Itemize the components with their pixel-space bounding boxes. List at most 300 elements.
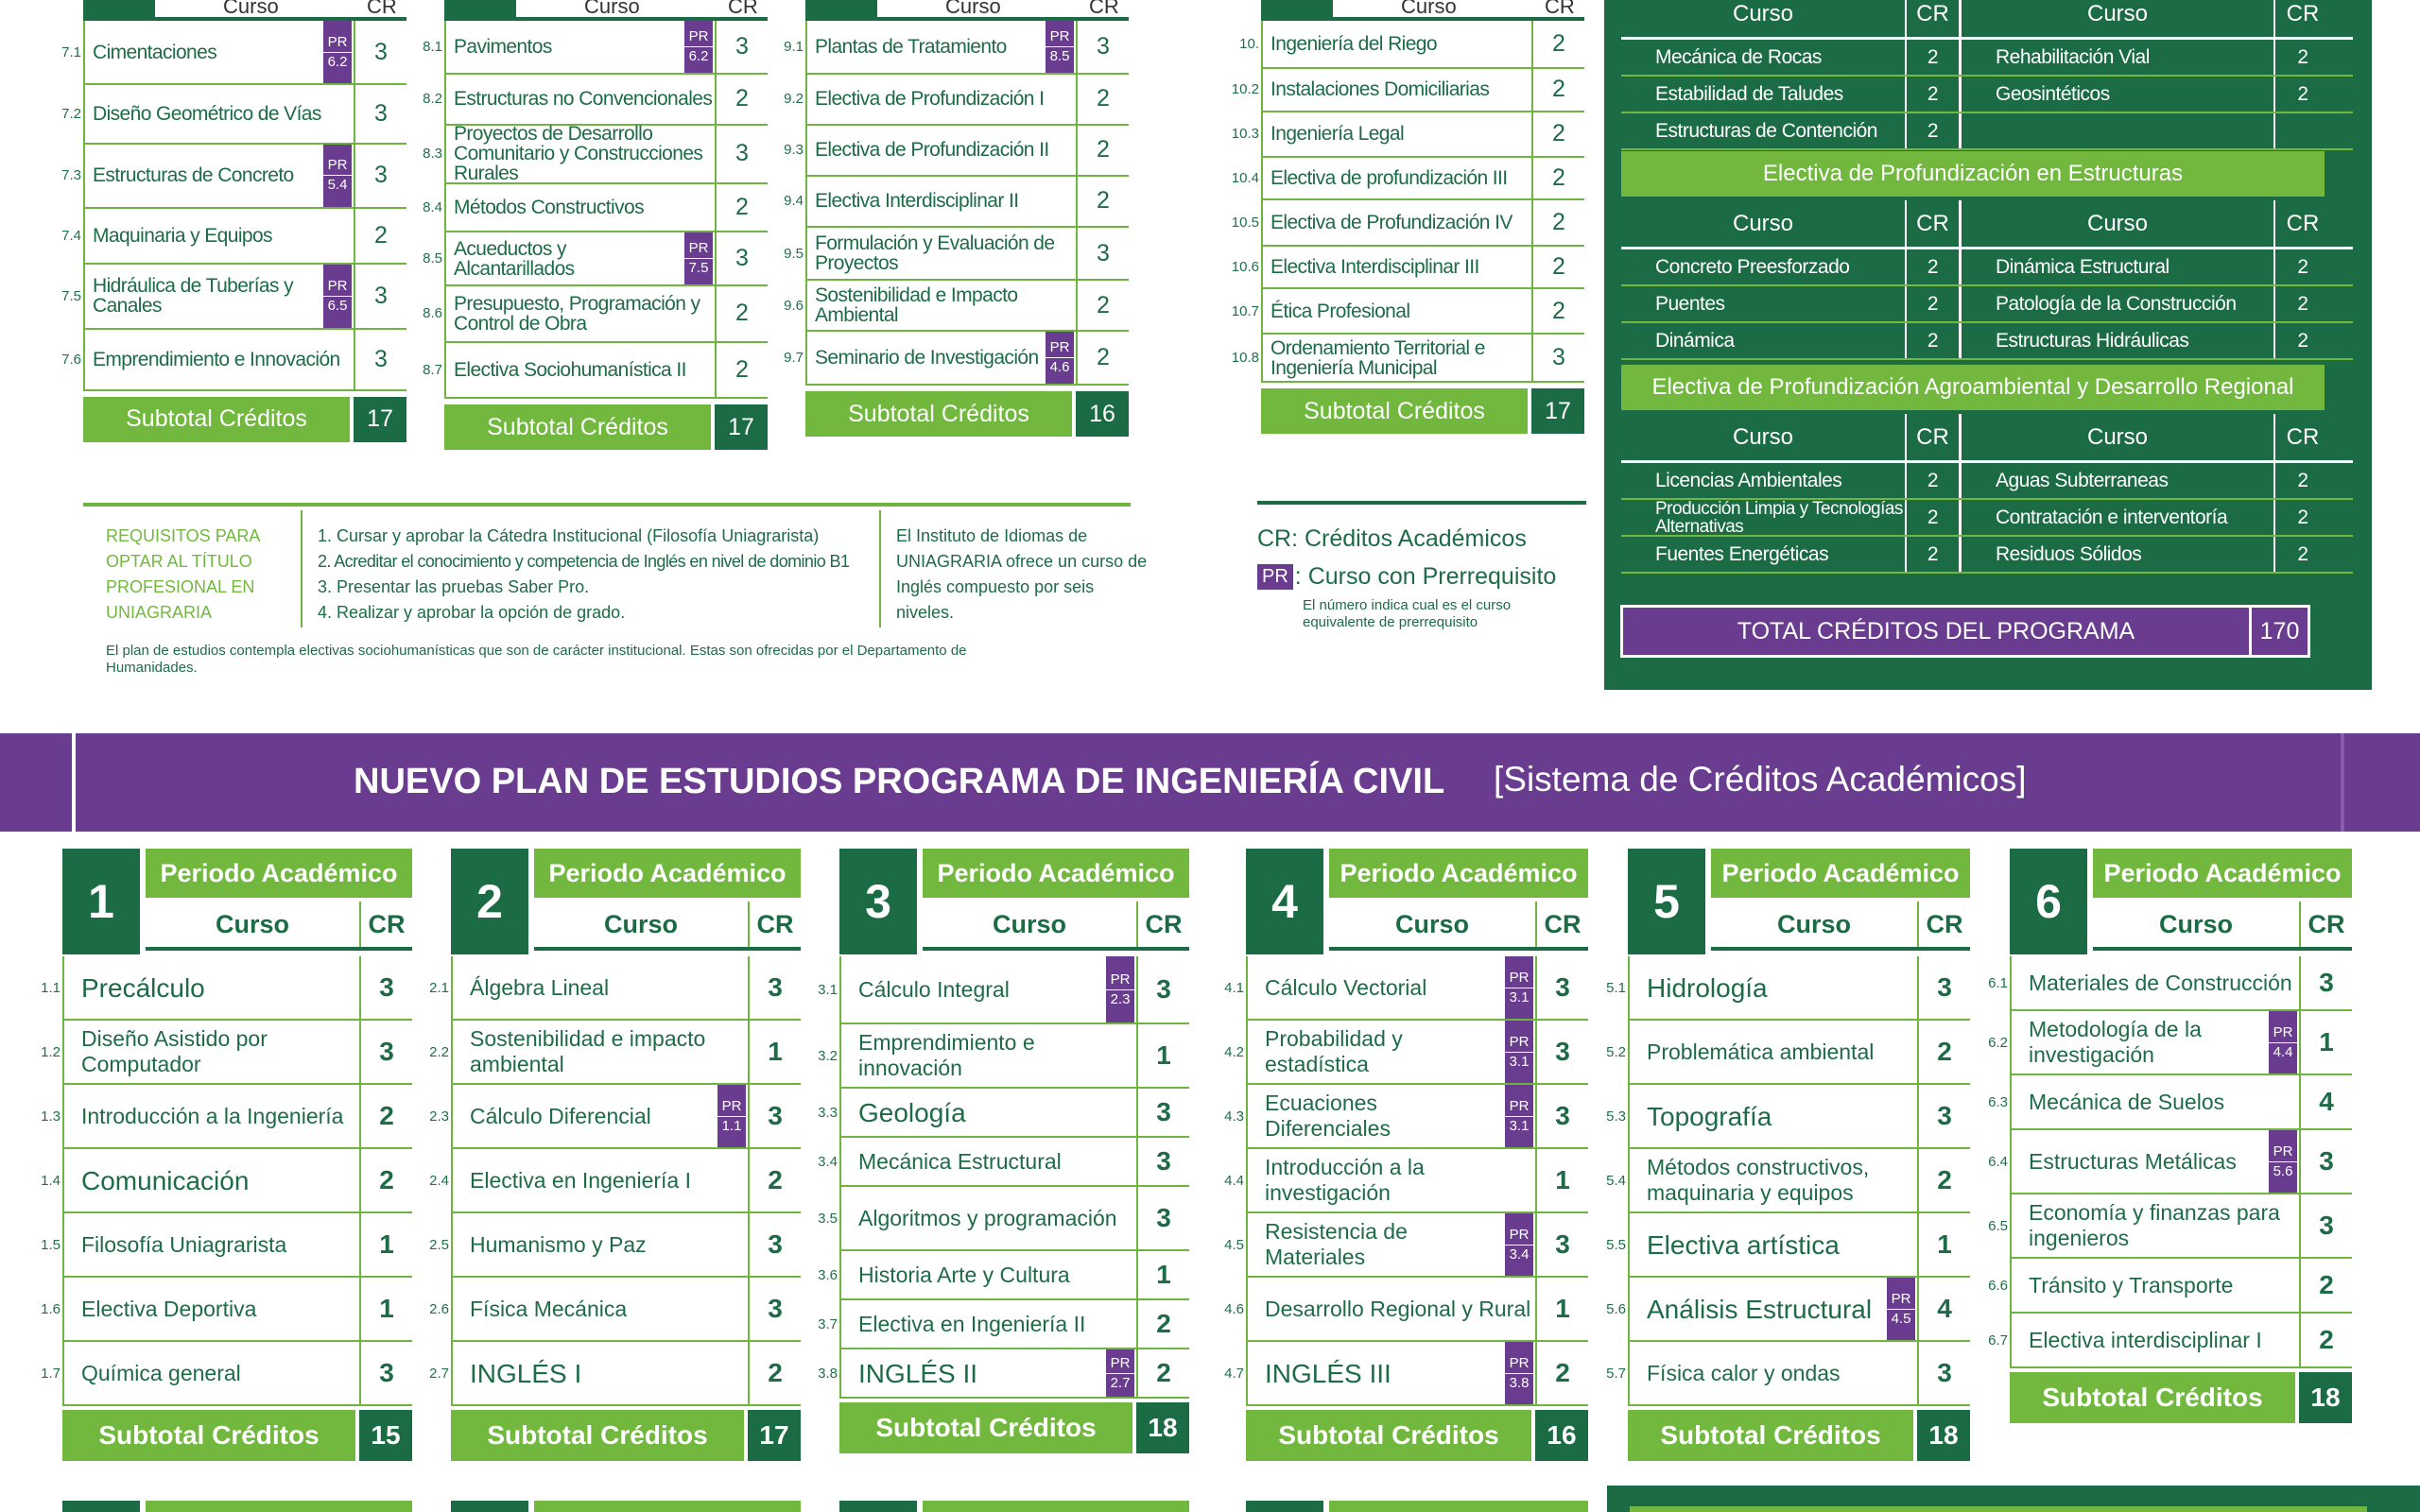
course-number: 10.5 bbox=[1231, 214, 1259, 231]
electiva-name: Contratación e interventoría bbox=[1996, 506, 2228, 528]
pr-label: PR bbox=[2269, 1023, 2297, 1043]
course-credits: 3 bbox=[2299, 1194, 2352, 1257]
course-name: Electiva artística bbox=[1647, 1229, 1840, 1260]
period-number: 4 bbox=[1246, 849, 1323, 954]
course-number: 9.5 bbox=[784, 245, 804, 262]
course-credits: 1 bbox=[1917, 1213, 1970, 1276]
header-curso: Curso bbox=[2086, 0, 2149, 26]
subtotal-value: 16 bbox=[1535, 1410, 1588, 1461]
electivas-header bbox=[1621, 414, 2353, 463]
course-name: Proyectos de Desarrollo Comunitario y Construcciones Rurales bbox=[454, 123, 703, 185]
course-name: Electiva de Profundización II bbox=[815, 139, 1049, 162]
electiva-row bbox=[1621, 286, 2353, 323]
pr-label: PR bbox=[1505, 1226, 1533, 1246]
course-credits: 2 bbox=[1531, 289, 1584, 333]
pr-course: 4.5 bbox=[1891, 1310, 1911, 1327]
table-header bbox=[444, 0, 768, 21]
electiva-credits: 2 bbox=[1905, 463, 1962, 498]
electiva-row bbox=[1621, 113, 2353, 150]
course-row bbox=[1224, 1021, 1588, 1085]
course-row bbox=[41, 956, 412, 1021]
header-cr: CR bbox=[1905, 0, 1962, 37]
course-row bbox=[818, 1138, 1189, 1187]
table-header bbox=[83, 0, 406, 21]
subtotal-label: Subtotal Créditos bbox=[805, 391, 1072, 437]
pr-label: PR bbox=[1046, 27, 1074, 47]
course-number: 4.4 bbox=[1224, 1172, 1244, 1189]
course-number: 9.6 bbox=[784, 297, 804, 314]
banner-subtitle: [Sistema de Créditos Académicos] bbox=[1494, 760, 2027, 799]
note-line: El plan de estudios contempla electivas sociohumanísticas que son de carácter institucional. Estas son ofrecidas por el Departamento de bbox=[106, 643, 967, 659]
course-number: 10. bbox=[1239, 36, 1259, 53]
course-name: Probabilidad y estadística bbox=[1265, 1026, 1403, 1076]
course-row bbox=[429, 1278, 801, 1342]
req-title-line: PROFESIONAL EN bbox=[106, 577, 255, 596]
course-credits: 2 bbox=[715, 343, 768, 398]
pr-label: PR bbox=[1505, 1354, 1533, 1374]
course-name: Cálculo Integral bbox=[858, 976, 1010, 1002]
prerequisite-badge bbox=[2269, 1011, 2297, 1074]
course-number: 3.4 bbox=[818, 1153, 838, 1170]
course-credits: 3 bbox=[1535, 1085, 1588, 1147]
course-name: Electiva de profundización III bbox=[1270, 167, 1508, 190]
course-row bbox=[61, 21, 406, 85]
period-rows bbox=[818, 956, 1189, 1399]
course-credits: 3 bbox=[715, 232, 768, 284]
course-row bbox=[784, 21, 1129, 75]
course-name: Electiva Sociohumanística II bbox=[454, 359, 686, 382]
req-separator bbox=[301, 510, 302, 627]
req-item: 4. Realizar y aprobar la opción de grado. bbox=[318, 603, 626, 622]
subtotal-label: Subtotal Créditos bbox=[62, 1410, 355, 1461]
course-credits: 2 bbox=[1136, 1300, 1189, 1348]
header-cr: CR bbox=[2273, 414, 2330, 460]
prerequisite-badge bbox=[1505, 1213, 1533, 1276]
legend-note-line: El número indica cual es el curso bbox=[1303, 597, 1512, 613]
course-credits: 3 bbox=[2299, 956, 2352, 1009]
course-name: Ordenamiento Territorial e Ingeniería Municipal bbox=[1270, 336, 1485, 379]
course-credits: 2 bbox=[1531, 200, 1584, 244]
electivas-group-2 bbox=[1621, 200, 2353, 360]
course-number: 2.3 bbox=[429, 1108, 449, 1125]
header-curso: Curso bbox=[945, 0, 1001, 18]
header-tab bbox=[805, 0, 877, 21]
header-curso: Curso bbox=[1394, 909, 1469, 938]
course-credits: 1 bbox=[1136, 1024, 1189, 1087]
electivas-group-1 bbox=[1621, 0, 2353, 150]
pr-course: 3.1 bbox=[1509, 1117, 1530, 1134]
course-number: 5.5 bbox=[1606, 1236, 1626, 1253]
electiva-name: Licencias Ambientales bbox=[1655, 469, 1842, 491]
req-item: 2. Acreditar el conocimiento y competencia de Inglés en nivel de dominio B1 bbox=[318, 552, 850, 571]
course-row bbox=[429, 1213, 801, 1278]
course-number: 1.3 bbox=[41, 1108, 60, 1125]
semester-7-table bbox=[61, 0, 406, 442]
course-number: 7.5 bbox=[61, 287, 81, 304]
idiomas-line: Inglés compuesto por seis bbox=[896, 577, 1095, 596]
period-rows bbox=[1224, 956, 1588, 1406]
course-name: Física Mecánica bbox=[470, 1296, 628, 1321]
header-cr: CR bbox=[1905, 414, 1962, 460]
pr-course: 6.2 bbox=[327, 53, 348, 70]
electiva-credits: 2 bbox=[1905, 40, 1962, 75]
pr-label: PR bbox=[684, 27, 713, 47]
pr-badge-icon: PR bbox=[1257, 564, 1293, 590]
course-credits: 1 bbox=[1535, 1149, 1588, 1211]
course-row bbox=[41, 1085, 412, 1149]
course-credits: 3 bbox=[1136, 1089, 1189, 1136]
course-row bbox=[423, 232, 768, 286]
period-header bbox=[923, 902, 1189, 951]
req-item: 3. Presentar las pruebas Saber Pro. bbox=[318, 577, 590, 596]
course-number: 4.6 bbox=[1224, 1300, 1244, 1317]
total-credits-value: 170 bbox=[2249, 608, 2308, 655]
course-name: Algoritmos y programación bbox=[858, 1205, 1117, 1230]
course-number: 7.1 bbox=[61, 43, 81, 60]
subtotal-label: Subtotal Créditos bbox=[444, 404, 711, 450]
course-credits: 2 bbox=[359, 1149, 412, 1211]
subtotal-value: 16 bbox=[1076, 391, 1129, 437]
subtotal-value: 17 bbox=[748, 1410, 801, 1461]
course-name: Diseño Asistido por Computador bbox=[81, 1026, 268, 1076]
electiva-name: Aguas Subterraneas bbox=[1996, 469, 2169, 491]
course-name: Electiva en Ingeniería I bbox=[470, 1167, 691, 1193]
course-name: Comunicación bbox=[81, 1165, 250, 1195]
prerequisite-badge bbox=[1106, 956, 1134, 1022]
course-credits: 3 bbox=[359, 956, 412, 1019]
electiva-credits: 2 bbox=[2273, 40, 2330, 75]
course-credits: 3 bbox=[354, 265, 406, 327]
course-credits: 3 bbox=[1535, 1213, 1588, 1276]
course-row bbox=[784, 228, 1129, 282]
course-name: Formulación y Evaluación de Proyectos bbox=[815, 232, 1055, 275]
requirements-divider bbox=[83, 503, 1131, 507]
course-credits: 3 bbox=[715, 126, 768, 182]
course-number: 10.8 bbox=[1231, 350, 1259, 367]
requirements-title bbox=[106, 524, 295, 626]
course-number: 1.2 bbox=[41, 1043, 60, 1060]
pr-course: 1.1 bbox=[721, 1117, 742, 1134]
pr-label: PR bbox=[323, 156, 352, 176]
electiva-name: Producción Limpia y Tecnologías Alternativas bbox=[1655, 498, 1903, 537]
electiva-row bbox=[1621, 323, 2353, 360]
course-name: Métodos constructivos, maquinaria y equipos bbox=[1647, 1155, 1870, 1205]
header-curso: Curso bbox=[1732, 0, 1794, 26]
course-row bbox=[784, 177, 1129, 228]
subtotal-row bbox=[1246, 1410, 1588, 1461]
course-number: 5.3 bbox=[1606, 1108, 1626, 1125]
course-name: Geología bbox=[858, 1097, 966, 1127]
course-credits: 3 bbox=[1136, 956, 1189, 1022]
course-row bbox=[1988, 1011, 2352, 1075]
header-cr: CR bbox=[367, 0, 397, 18]
course-row bbox=[1231, 69, 1584, 112]
course-row bbox=[1606, 1085, 1970, 1149]
subtotal-value: 18 bbox=[1136, 1402, 1189, 1453]
pr-label: PR bbox=[1106, 971, 1134, 990]
legend-divider bbox=[1257, 501, 1586, 505]
header-cr: CR bbox=[2273, 200, 2330, 247]
course-number: 7.4 bbox=[61, 228, 81, 245]
course-credits: 2 bbox=[1531, 21, 1584, 67]
course-name: Desarrollo Regional y Rural bbox=[1265, 1296, 1531, 1321]
header-cr: CR bbox=[1535, 902, 1588, 947]
period-label: Periodo Académico bbox=[1711, 849, 1970, 898]
course-row bbox=[818, 1251, 1189, 1300]
course-number: 7.3 bbox=[61, 167, 81, 184]
subtotal-row bbox=[2010, 1372, 2352, 1423]
pr-course: 4.6 bbox=[1049, 359, 1070, 376]
electiva-credits: 2 bbox=[2273, 77, 2330, 112]
course-number: 2.4 bbox=[429, 1172, 449, 1189]
header-curso: Curso bbox=[1776, 909, 1851, 938]
header-curso: Curso bbox=[584, 0, 640, 18]
course-number: 6.1 bbox=[1988, 974, 2008, 991]
course-name: Pavimentos bbox=[454, 35, 552, 58]
course-name: Cimentaciones bbox=[93, 41, 217, 63]
course-name: Electiva de Profundización I bbox=[815, 88, 1045, 111]
course-credits: 3 bbox=[359, 1342, 412, 1404]
course-credits: 3 bbox=[1917, 956, 1970, 1019]
course-credits: 3 bbox=[1917, 1342, 1970, 1404]
header-curso: Curso bbox=[1732, 423, 1794, 450]
course-number: 8.7 bbox=[423, 362, 442, 379]
course-name: Física calor y ondas bbox=[1647, 1360, 1841, 1385]
period-header bbox=[146, 902, 412, 951]
electiva-name: Estabilidad de Taludes bbox=[1655, 82, 1843, 105]
course-name: Electiva interdisciplinar I bbox=[2029, 1327, 2262, 1352]
electiva-name: Estructuras de Contención bbox=[1655, 119, 1877, 142]
course-credits: 2 bbox=[1531, 158, 1584, 198]
course-name: Álgebra Lineal bbox=[470, 974, 610, 1000]
header-curso: Curso bbox=[2086, 210, 2149, 236]
course-name: Electiva Deportiva bbox=[81, 1296, 257, 1321]
electiva-row bbox=[1621, 463, 2353, 500]
course-name: Hidrología bbox=[1647, 972, 1768, 1003]
course-credits: 2 bbox=[1531, 69, 1584, 110]
course-number: 8.6 bbox=[423, 305, 442, 322]
course-number: 9.1 bbox=[784, 38, 804, 55]
course-name: Ingeniería del Riego bbox=[1270, 33, 1437, 56]
course-name: Ética Profesional bbox=[1270, 300, 1410, 322]
banner-divider-right bbox=[2341, 733, 2344, 832]
course-credits: 2 bbox=[1535, 1342, 1588, 1404]
course-credits: 4 bbox=[1917, 1278, 1970, 1340]
legend-cr: CR: Créditos Académicos bbox=[1257, 525, 1527, 552]
course-row bbox=[818, 1187, 1189, 1251]
subtotal-row bbox=[805, 391, 1129, 437]
course-name: Acueductos y Alcantarillados bbox=[454, 237, 575, 280]
course-credits: 3 bbox=[748, 1085, 801, 1147]
course-row bbox=[429, 1021, 801, 1085]
course-number: 3.7 bbox=[818, 1315, 838, 1332]
requirements-list bbox=[318, 524, 885, 626]
electiva-credits: 2 bbox=[2273, 286, 2330, 321]
electiva-name: Fuentes Energéticas bbox=[1655, 542, 1829, 565]
electiva-credits: 2 bbox=[2273, 537, 2330, 572]
header-curso: Curso bbox=[992, 909, 1066, 938]
course-credits: 2 bbox=[2299, 1259, 2352, 1312]
course-credits: 2 bbox=[715, 184, 768, 231]
period-number: 2 bbox=[451, 849, 528, 954]
course-number: 2.5 bbox=[429, 1236, 449, 1253]
course-name: INGLÉS III bbox=[1265, 1358, 1392, 1388]
period-number: 3 bbox=[839, 849, 917, 954]
course-name: Estructuras de Concreto bbox=[93, 164, 294, 187]
course-number: 5.7 bbox=[1606, 1365, 1626, 1382]
next-row-tab bbox=[1246, 1501, 1323, 1512]
idiomas-line: UNIAGRARIA ofrece un curso de bbox=[896, 552, 1148, 571]
course-name: Humanismo y Paz bbox=[470, 1231, 647, 1257]
course-number: 4.5 bbox=[1224, 1236, 1244, 1253]
next-row-tab bbox=[839, 1501, 917, 1512]
electivas-header bbox=[1621, 200, 2353, 249]
prerequisite-badge bbox=[1505, 956, 1533, 1019]
subtotal-value: 17 bbox=[1531, 388, 1584, 434]
period-rows bbox=[1988, 956, 2352, 1368]
pr-course: 3.4 bbox=[1509, 1246, 1530, 1263]
course-number: 9.3 bbox=[784, 142, 804, 159]
header-tab bbox=[83, 0, 155, 21]
subtotal-value: 18 bbox=[1917, 1410, 1970, 1461]
subtotal-row bbox=[451, 1410, 801, 1461]
course-number: 3.5 bbox=[818, 1210, 838, 1227]
course-name: Química general bbox=[81, 1360, 241, 1385]
course-name: Emprendimiento e Innovación bbox=[93, 348, 340, 370]
header-cr: CR bbox=[728, 0, 758, 18]
course-name: Historia Arte y Cultura bbox=[858, 1262, 1070, 1287]
course-name: Mecánica Estructural bbox=[858, 1148, 1062, 1174]
course-credits: 3 bbox=[748, 1213, 801, 1276]
period-header bbox=[1329, 902, 1588, 951]
header-curso: Curso bbox=[2158, 909, 2233, 938]
course-row bbox=[1224, 1085, 1588, 1149]
course-row bbox=[1239, 21, 1584, 69]
course-row bbox=[1988, 1314, 2352, 1368]
header-curso: Curso bbox=[1401, 0, 1457, 18]
electiva-name: Patología de la Construcción bbox=[1996, 292, 2237, 315]
electiva-name: Geosintéticos bbox=[1996, 82, 2110, 105]
course-number: 3.8 bbox=[818, 1365, 838, 1382]
course-number: 1.1 bbox=[41, 979, 60, 996]
electiva-name: Estructuras Hidráulicas bbox=[1996, 329, 2189, 352]
course-number: 9.2 bbox=[784, 91, 804, 108]
prerequisite-badge bbox=[1505, 1342, 1533, 1404]
course-name: Sostenibilidad e impacto ambiental bbox=[470, 1026, 706, 1076]
course-credits: 3 bbox=[354, 85, 406, 142]
pr-label: PR bbox=[323, 277, 352, 297]
course-row bbox=[429, 1149, 801, 1213]
prerequisite-badge bbox=[1046, 332, 1074, 384]
header-cr: CR bbox=[1136, 902, 1189, 947]
course-credits: 3 bbox=[1531, 335, 1584, 381]
course-row bbox=[429, 956, 801, 1021]
subtotal-value: 17 bbox=[715, 404, 768, 450]
pr-label: PR bbox=[1046, 338, 1074, 358]
header-tab bbox=[1261, 0, 1333, 21]
course-row bbox=[41, 1342, 412, 1406]
course-number: 8.5 bbox=[423, 250, 442, 267]
req-title-line: REQUISITOS PARA bbox=[106, 526, 261, 545]
table-header bbox=[805, 0, 1129, 21]
course-number: 5.2 bbox=[1606, 1043, 1626, 1060]
course-row bbox=[61, 85, 406, 144]
course-row bbox=[41, 1149, 412, 1213]
course-number: 2.7 bbox=[429, 1365, 449, 1382]
course-name: Diseño Geométrico de Vías bbox=[93, 102, 321, 125]
course-row bbox=[784, 332, 1129, 386]
electiva-row bbox=[1621, 537, 2353, 574]
course-credits: 2 bbox=[715, 75, 768, 124]
prerequisite-badge bbox=[1887, 1278, 1915, 1340]
course-row bbox=[818, 956, 1189, 1024]
course-row bbox=[784, 126, 1129, 177]
electiva-credits: 2 bbox=[1905, 286, 1962, 321]
course-number: 7.6 bbox=[61, 351, 81, 368]
course-row bbox=[1606, 1021, 1970, 1085]
pr-label: PR bbox=[1106, 1354, 1134, 1374]
course-credits: 3 bbox=[354, 330, 406, 389]
course-number: 7.2 bbox=[61, 105, 81, 122]
table-header bbox=[1261, 0, 1584, 21]
header-curso: Curso bbox=[1732, 210, 1794, 236]
course-row bbox=[1224, 1213, 1588, 1278]
course-credits: 3 bbox=[354, 21, 406, 83]
course-number: 9.4 bbox=[784, 193, 804, 210]
course-row bbox=[1224, 1149, 1588, 1213]
course-row bbox=[1231, 247, 1584, 289]
course-credits: 1 bbox=[1535, 1278, 1588, 1340]
header-cr: CR bbox=[2299, 902, 2352, 947]
course-credits: 3 bbox=[1136, 1187, 1189, 1249]
subtotal-value: 18 bbox=[2299, 1372, 2352, 1423]
header-cr: CR bbox=[1917, 902, 1970, 947]
course-name: Mecánica de Suelos bbox=[2029, 1089, 2225, 1114]
idiomas-line: niveles. bbox=[896, 603, 955, 622]
course-row bbox=[423, 123, 768, 185]
course-credits: 2 bbox=[1531, 112, 1584, 156]
course-name: Emprendimiento e innovación bbox=[858, 1030, 1035, 1080]
course-row bbox=[1231, 200, 1584, 246]
header-tab bbox=[444, 0, 516, 21]
course-credits: 3 bbox=[2299, 1130, 2352, 1193]
course-number: 6.5 bbox=[1988, 1217, 2008, 1234]
total-credits-label: TOTAL CRÉDITOS DEL PROGRAMA bbox=[1623, 608, 2249, 655]
course-credits: 2 bbox=[1531, 247, 1584, 287]
course-name: Ecuaciones Diferenciales bbox=[1265, 1091, 1391, 1141]
course-row bbox=[1988, 1075, 2352, 1130]
course-number: 4.2 bbox=[1224, 1043, 1244, 1060]
prerequisite-badge bbox=[684, 232, 713, 284]
prerequisite-badge bbox=[323, 265, 352, 327]
course-name: Seminario de Investigación bbox=[815, 347, 1039, 369]
header-cr: CR bbox=[2273, 0, 2330, 37]
course-number: 8.1 bbox=[423, 38, 442, 55]
course-name: Instalaciones Domiciliarias bbox=[1270, 78, 1490, 101]
course-number: 5.6 bbox=[1606, 1300, 1626, 1317]
pr-label: PR bbox=[1505, 1097, 1533, 1117]
subtotal-label: Subtotal Créditos bbox=[1628, 1410, 1913, 1461]
header-cr: CR bbox=[1089, 0, 1119, 18]
req-item: 1. Cursar y aprobar la Cátedra Institucional (Filosofía Uniagrarista) bbox=[318, 526, 820, 545]
prerequisite-badge bbox=[717, 1085, 746, 1147]
header-cr: CR bbox=[359, 902, 412, 947]
pr-label: PR bbox=[717, 1097, 746, 1117]
course-credits: 2 bbox=[748, 1149, 801, 1211]
electiva-agroambiental-band: Electiva de Profundización Agroambiental y Desarrollo Regional bbox=[1621, 365, 2325, 410]
course-number: 1.7 bbox=[41, 1365, 60, 1382]
electiva-credits: 2 bbox=[2273, 463, 2330, 498]
